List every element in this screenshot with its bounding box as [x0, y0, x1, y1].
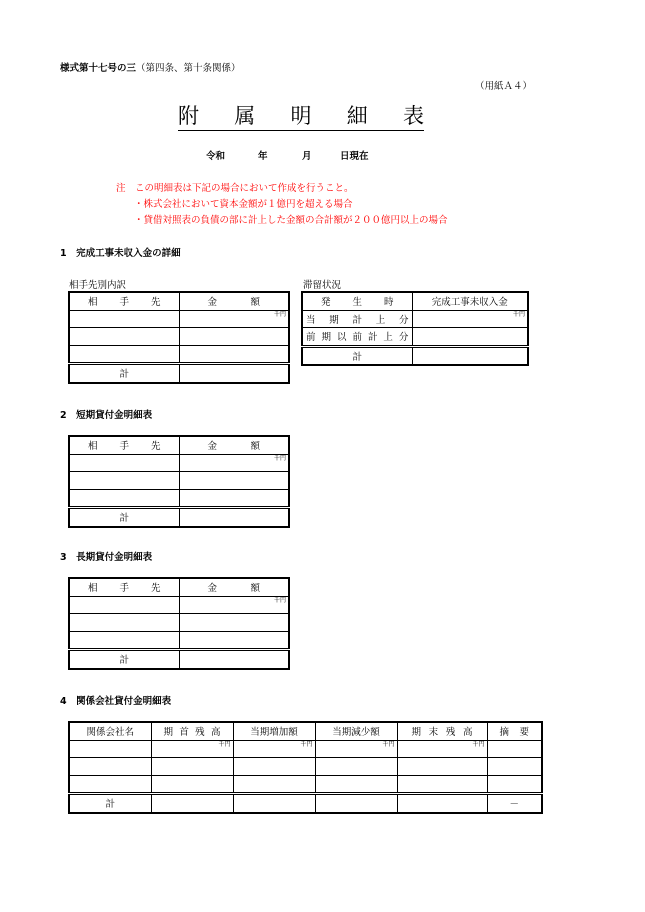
counterparty-cell[interactable] [69, 489, 179, 508]
section1-left-caption: 相手先別内訳 [69, 280, 127, 291]
closing-cell[interactable] [397, 740, 487, 758]
counterparty-cell[interactable] [69, 596, 179, 614]
month-label: 月 [302, 151, 312, 162]
remarks-cell[interactable] [487, 758, 542, 776]
opening-cell[interactable] [151, 775, 233, 794]
amount-cell[interactable] [179, 614, 289, 632]
section3-heading: 3 長期貸付金明細表 [60, 552, 153, 563]
unit-label: 千円 [512, 310, 525, 318]
amount-cell[interactable] [179, 345, 289, 364]
total-closing-cell[interactable] [397, 794, 487, 813]
company-cell[interactable] [69, 758, 151, 776]
header-closing-balance: 期 末 残 高 [397, 722, 487, 740]
opening-cell[interactable] [151, 758, 233, 776]
title-char: 表 [403, 104, 424, 128]
total-amount-cell[interactable] [179, 364, 289, 383]
total-opening-cell[interactable] [151, 794, 233, 813]
total-increase-cell[interactable] [233, 794, 315, 813]
counterparty-cell[interactable] [69, 345, 179, 364]
counterparty-cell[interactable] [69, 472, 179, 490]
counterparty-cell[interactable] [69, 328, 179, 346]
header-company-name: 関係会社名 [69, 722, 151, 740]
row-current-period: 当 期 計 上 分 [302, 310, 412, 328]
document-title [178, 104, 424, 131]
amount-cell[interactable] [179, 328, 289, 346]
note-item-2: ・貸借対照表の負債の部に計上した金額の合計額が２００億円以上の場合 [134, 215, 448, 226]
amount-cell[interactable] [179, 596, 289, 614]
as-of-date [206, 148, 369, 162]
counterparty-cell[interactable] [69, 310, 179, 328]
header-amount: 金 額 [179, 292, 289, 310]
total-remarks-dash: － [487, 794, 542, 813]
title-char: 附 [178, 104, 199, 128]
note-item-1: ・株式会社において資本金額が１億円を超える場合 [134, 199, 353, 210]
total-label: 計 [69, 794, 151, 813]
amount-cell[interactable] [179, 310, 289, 328]
remarks-cell[interactable] [487, 740, 542, 758]
receivable-cell[interactable] [412, 328, 528, 347]
section4-table [68, 721, 543, 814]
header-counterparty: 相 手 先 [69, 436, 179, 454]
section1-counterparty-table [68, 291, 290, 384]
decrease-cell[interactable] [315, 740, 397, 758]
decrease-cell[interactable] [315, 758, 397, 776]
section1-aging-table [301, 291, 529, 366]
total-label: 計 [69, 364, 179, 383]
header-occurrence-period: 発 生 時 [302, 292, 412, 310]
counterparty-cell[interactable] [69, 454, 179, 472]
closing-cell[interactable] [397, 775, 487, 794]
header-amount: 金 額 [179, 578, 289, 596]
unit-label: 千円 [382, 740, 395, 748]
header-counterparty: 相 手 先 [69, 578, 179, 596]
amount-cell[interactable] [179, 454, 289, 472]
section4-heading: 4 関係会社貸付金明細表 [60, 696, 172, 707]
row-prior-periods: 前 期 以 前 計 上 分 [302, 328, 412, 347]
decrease-cell[interactable] [315, 775, 397, 794]
title-char: 明 [290, 104, 312, 128]
total-decrease-cell[interactable] [315, 794, 397, 813]
day-label: 日現在 [340, 151, 369, 162]
increase-cell[interactable] [233, 775, 315, 794]
total-label: 計 [302, 346, 412, 365]
total-receivable-cell[interactable] [412, 346, 528, 365]
form-reference: （第四条、第十条関係） [136, 63, 241, 74]
remarks-cell[interactable] [487, 775, 542, 794]
title-char: 細 [346, 104, 368, 128]
amount-cell[interactable] [179, 472, 289, 490]
header-amount: 金 額 [179, 436, 289, 454]
header-increase: 当期増加額 [233, 722, 315, 740]
unit-label: 千円 [300, 740, 313, 748]
note-main: 注 この明細表は下記の場合において作成を行うこと。 [116, 183, 354, 194]
header-decrease: 当期減少額 [315, 722, 397, 740]
total-label: 計 [69, 508, 179, 527]
section2-heading: 2 短期貸付金明細表 [60, 410, 153, 421]
header-receivable: 完成工事未収入金 [412, 292, 528, 310]
era-label: 令和 [206, 151, 226, 162]
increase-cell[interactable] [233, 740, 315, 758]
unit-label: 千円 [273, 310, 286, 318]
opening-cell[interactable] [151, 740, 233, 758]
title-char: 属 [234, 104, 256, 128]
company-cell[interactable] [69, 740, 151, 758]
unit-label: 千円 [472, 740, 485, 748]
unit-label: 千円 [273, 596, 286, 604]
section1-heading: 1 完成工事未収入金の詳細 [60, 248, 181, 259]
counterparty-cell[interactable] [69, 631, 179, 650]
company-cell[interactable] [69, 775, 151, 794]
closing-cell[interactable] [397, 758, 487, 776]
header-opening-balance: 期 首 残 高 [151, 722, 233, 740]
total-label: 計 [69, 650, 179, 669]
total-amount-cell[interactable] [179, 650, 289, 669]
header-remarks: 摘 要 [487, 722, 542, 740]
amount-cell[interactable] [179, 631, 289, 650]
section2-table [68, 435, 290, 528]
unit-label: 千円 [218, 740, 231, 748]
form-number: 様式第十七号の三（第四条、第十条関係） [60, 63, 241, 74]
increase-cell[interactable] [233, 758, 315, 776]
counterparty-cell[interactable] [69, 614, 179, 632]
receivable-cell[interactable] [412, 310, 528, 328]
year-label: 年 [258, 151, 268, 162]
paper-size: （用紙Ａ４） [474, 81, 532, 92]
header-counterparty: 相 手 先 [69, 292, 179, 310]
unit-label: 千円 [273, 454, 286, 462]
section1-right-caption: 滞留状況 [303, 280, 342, 291]
amount-cell[interactable] [179, 489, 289, 508]
total-amount-cell[interactable] [179, 508, 289, 527]
section3-table [68, 577, 290, 670]
